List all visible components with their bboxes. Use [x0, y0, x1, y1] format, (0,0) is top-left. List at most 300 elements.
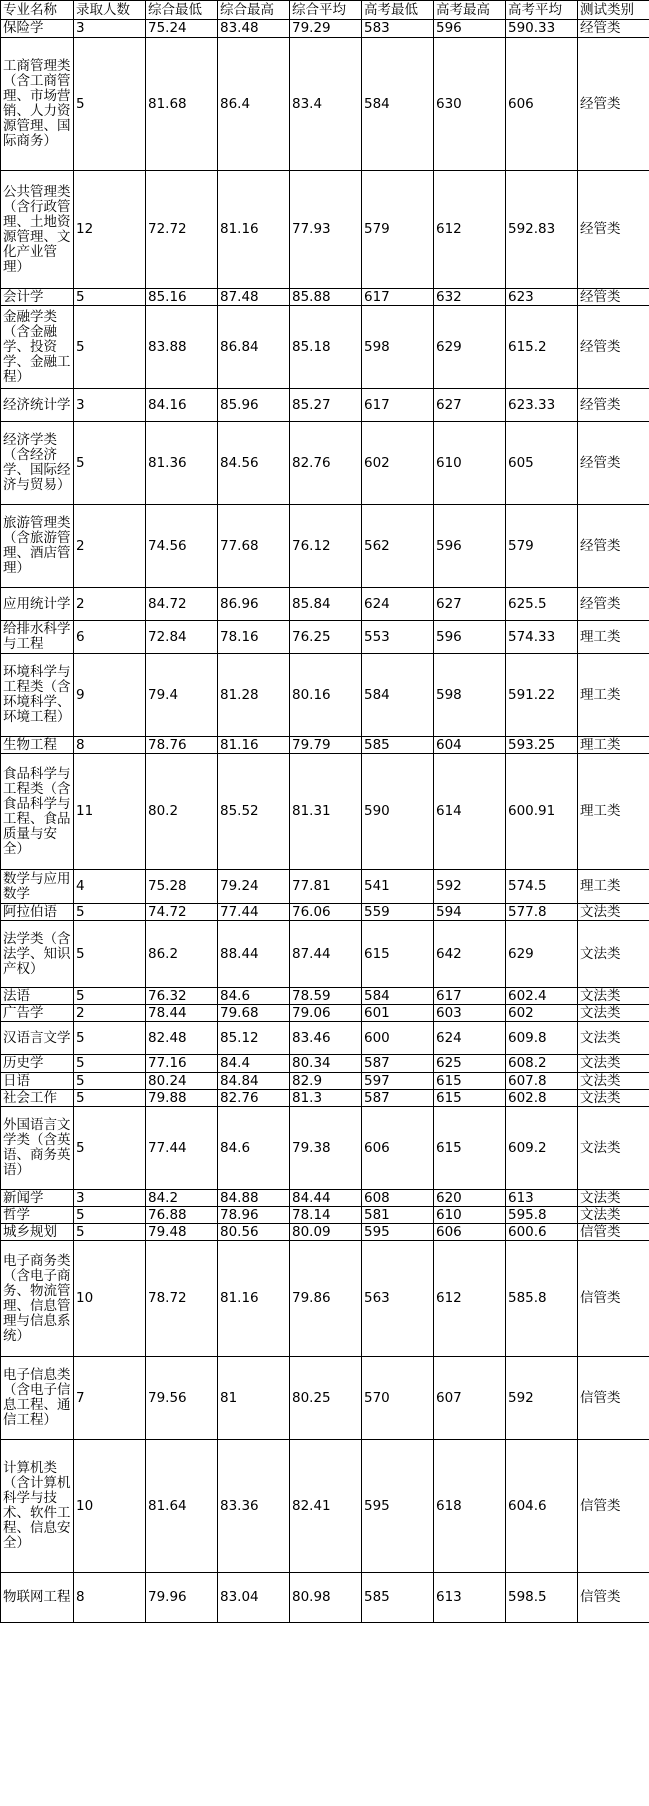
cell-gaokao-avg: 579 [506, 505, 578, 588]
cell-composite-min: 74.56 [146, 505, 218, 588]
cell-gaokao-avg: 608.2 [506, 1055, 578, 1073]
cell-major: 新闻学 [1, 1190, 74, 1207]
cell-composite-min: 72.72 [146, 171, 218, 289]
cell-gaokao-max: 613 [434, 1573, 506, 1623]
cell-composite-max: 84.6 [218, 988, 290, 1005]
cell-test-category: 理工类 [578, 621, 649, 654]
table-row [1, 1005, 649, 1022]
cell-composite-avg: 78.59 [290, 988, 362, 1005]
cell-gaokao-min: 602 [362, 422, 434, 505]
cell-composite-min: 79.4 [146, 654, 218, 737]
cell-composite-max: 85.52 [218, 754, 290, 870]
cell-admitted-count: 5 [74, 1022, 146, 1055]
cell-composite-avg: 84.44 [290, 1190, 362, 1207]
cell-gaokao-min: 541 [362, 870, 434, 904]
cell-major: 会计学 [1, 289, 74, 306]
cell-major: 电子商务类（含电子商务、物流管理、信息管理与信息系统） [1, 1241, 74, 1357]
table-row [1, 1090, 649, 1107]
cell-admitted-count: 5 [74, 904, 146, 921]
cell-composite-min: 79.96 [146, 1573, 218, 1623]
cell-gaokao-max: 596 [434, 505, 506, 588]
cell-major: 哲学 [1, 1207, 74, 1224]
cell-major: 生物工程 [1, 737, 74, 754]
cell-composite-avg: 80.98 [290, 1573, 362, 1623]
cell-composite-min: 77.16 [146, 1055, 218, 1073]
table-row [1, 1357, 649, 1440]
cell-gaokao-avg: 602 [506, 1005, 578, 1022]
cell-composite-min: 80.2 [146, 754, 218, 870]
cell-composite-max: 77.44 [218, 904, 290, 921]
table-row [1, 1022, 649, 1055]
cell-gaokao-avg: 574.33 [506, 621, 578, 654]
cell-gaokao-avg: 592 [506, 1357, 578, 1440]
table-row [1, 621, 649, 654]
table-row [1, 1055, 649, 1073]
cell-gaokao-min: 570 [362, 1357, 434, 1440]
cell-admitted-count: 5 [74, 1090, 146, 1107]
cell-test-category: 信管类 [578, 1357, 649, 1440]
cell-composite-max: 81.16 [218, 737, 290, 754]
cell-gaokao-max: 603 [434, 1005, 506, 1022]
cell-gaokao-min: 595 [362, 1440, 434, 1573]
cell-gaokao-max: 627 [434, 588, 506, 621]
cell-admitted-count: 5 [74, 422, 146, 505]
cell-composite-min: 78.44 [146, 1005, 218, 1022]
cell-composite-avg: 78.14 [290, 1207, 362, 1224]
cell-gaokao-min: 584 [362, 654, 434, 737]
cell-composite-max: 78.96 [218, 1207, 290, 1224]
cell-major: 数学与应用数学 [1, 870, 74, 904]
cell-composite-min: 84.16 [146, 389, 218, 422]
cell-major: 应用统计学 [1, 588, 74, 621]
cell-admitted-count: 4 [74, 870, 146, 904]
cell-composite-max: 86.4 [218, 38, 290, 171]
cell-gaokao-avg: 613 [506, 1190, 578, 1207]
cell-composite-avg: 81.31 [290, 754, 362, 870]
table-row [1, 306, 649, 389]
cell-gaokao-min: 617 [362, 389, 434, 422]
cell-gaokao-avg: 607.8 [506, 1073, 578, 1090]
table-row [1, 870, 649, 904]
cell-gaokao-max: 592 [434, 870, 506, 904]
cell-major: 环境科学与工程类（含环境科学、环境工程） [1, 654, 74, 737]
table-row [1, 921, 649, 988]
cell-composite-min: 79.56 [146, 1357, 218, 1440]
cell-admitted-count: 7 [74, 1357, 146, 1440]
cell-test-category: 文法类 [578, 1022, 649, 1055]
cell-composite-max: 81.28 [218, 654, 290, 737]
cell-major: 日语 [1, 1073, 74, 1090]
cell-gaokao-max: 598 [434, 654, 506, 737]
cell-gaokao-min: 584 [362, 988, 434, 1005]
cell-gaokao-avg: 604.6 [506, 1440, 578, 1573]
cell-composite-max: 81.16 [218, 1241, 290, 1357]
cell-composite-avg: 81.3 [290, 1090, 362, 1107]
cell-composite-avg: 77.81 [290, 870, 362, 904]
cell-composite-min: 81.64 [146, 1440, 218, 1573]
cell-composite-min: 76.88 [146, 1207, 218, 1224]
cell-gaokao-avg: 609.2 [506, 1107, 578, 1190]
cell-gaokao-avg: 606 [506, 38, 578, 171]
table-row [1, 1440, 649, 1573]
table-body [1, 20, 649, 1623]
cell-composite-max: 85.12 [218, 1022, 290, 1055]
cell-composite-max: 87.48 [218, 289, 290, 306]
cell-gaokao-avg: 595.8 [506, 1207, 578, 1224]
table-row [1, 38, 649, 171]
cell-composite-max: 86.84 [218, 306, 290, 389]
cell-gaokao-min: 600 [362, 1022, 434, 1055]
table-row [1, 1190, 649, 1207]
cell-composite-avg: 82.9 [290, 1073, 362, 1090]
cell-gaokao-avg: 623.33 [506, 389, 578, 422]
cell-major: 阿拉伯语 [1, 904, 74, 921]
cell-composite-avg: 80.34 [290, 1055, 362, 1073]
table-row [1, 737, 649, 754]
cell-composite-max: 83.48 [218, 20, 290, 38]
cell-test-category: 文法类 [578, 1207, 649, 1224]
cell-composite-max: 81.16 [218, 171, 290, 289]
table-row [1, 20, 649, 38]
cell-gaokao-min: 590 [362, 754, 434, 870]
cell-gaokao-min: 583 [362, 20, 434, 38]
cell-major: 经济学类（含经济学、国际经济与贸易） [1, 422, 74, 505]
cell-gaokao-max: 612 [434, 171, 506, 289]
header-row [1, 1, 649, 20]
cell-composite-avg: 80.16 [290, 654, 362, 737]
cell-gaokao-min: 587 [362, 1090, 434, 1107]
cell-gaokao-avg: 598.5 [506, 1573, 578, 1623]
header-composite-avg: 综合平均 [290, 1, 362, 20]
cell-gaokao-min: 606 [362, 1107, 434, 1190]
header-composite-max: 综合最高 [218, 1, 290, 20]
cell-admitted-count: 11 [74, 754, 146, 870]
cell-composite-min: 79.88 [146, 1090, 218, 1107]
cell-gaokao-min: 563 [362, 1241, 434, 1357]
cell-composite-max: 88.44 [218, 921, 290, 988]
cell-test-category: 文法类 [578, 988, 649, 1005]
cell-test-category: 信管类 [578, 1573, 649, 1623]
cell-composite-max: 84.88 [218, 1190, 290, 1207]
cell-composite-max: 78.16 [218, 621, 290, 654]
cell-gaokao-min: 579 [362, 171, 434, 289]
cell-composite-min: 75.24 [146, 20, 218, 38]
cell-composite-max: 84.84 [218, 1073, 290, 1090]
cell-gaokao-min: 597 [362, 1073, 434, 1090]
cell-admitted-count: 5 [74, 38, 146, 171]
cell-admitted-count: 3 [74, 389, 146, 422]
table-row [1, 1241, 649, 1357]
cell-major: 金融学类（含金融学、投资学、金融工程） [1, 306, 74, 389]
cell-composite-min: 80.24 [146, 1073, 218, 1090]
cell-test-category: 信管类 [578, 1241, 649, 1357]
cell-gaokao-avg: 574.5 [506, 870, 578, 904]
cell-test-category: 理工类 [578, 754, 649, 870]
cell-composite-avg: 76.25 [290, 621, 362, 654]
header-gaokao-max: 高考最高 [434, 1, 506, 20]
cell-composite-avg: 85.18 [290, 306, 362, 389]
cell-gaokao-max: 612 [434, 1241, 506, 1357]
cell-gaokao-max: 594 [434, 904, 506, 921]
cell-composite-min: 83.88 [146, 306, 218, 389]
header-major: 专业名称 [1, 1, 74, 20]
cell-composite-avg: 83.4 [290, 38, 362, 171]
cell-gaokao-avg: 629 [506, 921, 578, 988]
cell-gaokao-avg: 592.83 [506, 171, 578, 289]
cell-test-category: 经管类 [578, 20, 649, 38]
cell-composite-min: 81.68 [146, 38, 218, 171]
header-gaokao-avg: 高考平均 [506, 1, 578, 20]
cell-gaokao-avg: 590.33 [506, 20, 578, 38]
cell-major: 给排水科学与工程 [1, 621, 74, 654]
cell-admitted-count: 3 [74, 20, 146, 38]
cell-composite-max: 83.04 [218, 1573, 290, 1623]
cell-composite-min: 85.16 [146, 289, 218, 306]
cell-composite-avg: 79.29 [290, 20, 362, 38]
table-row [1, 904, 649, 921]
cell-composite-max: 79.68 [218, 1005, 290, 1022]
table-row [1, 1573, 649, 1623]
cell-admitted-count: 2 [74, 588, 146, 621]
cell-test-category: 文法类 [578, 904, 649, 921]
cell-test-category: 文法类 [578, 1190, 649, 1207]
cell-composite-max: 77.68 [218, 505, 290, 588]
cell-admitted-count: 5 [74, 1207, 146, 1224]
cell-composite-avg: 79.38 [290, 1107, 362, 1190]
cell-composite-min: 82.48 [146, 1022, 218, 1055]
cell-composite-min: 81.36 [146, 422, 218, 505]
cell-admitted-count: 10 [74, 1241, 146, 1357]
cell-composite-max: 84.4 [218, 1055, 290, 1073]
cell-composite-max: 80.56 [218, 1224, 290, 1241]
cell-composite-avg: 79.79 [290, 737, 362, 754]
cell-major: 法语 [1, 988, 74, 1005]
header-admitted-count: 录取人数 [74, 1, 146, 20]
cell-gaokao-avg: 625.5 [506, 588, 578, 621]
cell-test-category: 信管类 [578, 1224, 649, 1241]
cell-gaokao-min: 584 [362, 38, 434, 171]
cell-major: 法学类（含法学、知识产权） [1, 921, 74, 988]
cell-test-category: 文法类 [578, 1107, 649, 1190]
table-header [1, 1, 649, 20]
cell-composite-avg: 82.41 [290, 1440, 362, 1573]
cell-gaokao-max: 604 [434, 737, 506, 754]
cell-composite-min: 84.2 [146, 1190, 218, 1207]
cell-composite-max: 79.24 [218, 870, 290, 904]
cell-test-category: 文法类 [578, 921, 649, 988]
cell-gaokao-max: 642 [434, 921, 506, 988]
cell-composite-avg: 79.86 [290, 1241, 362, 1357]
cell-test-category: 文法类 [578, 1090, 649, 1107]
cell-admitted-count: 5 [74, 1073, 146, 1090]
cell-composite-avg: 76.06 [290, 904, 362, 921]
cell-composite-avg: 80.09 [290, 1224, 362, 1241]
cell-gaokao-min: 601 [362, 1005, 434, 1022]
table-row [1, 289, 649, 306]
cell-composite-max: 81 [218, 1357, 290, 1440]
table-row [1, 171, 649, 289]
cell-gaokao-max: 624 [434, 1022, 506, 1055]
cell-admitted-count: 12 [74, 171, 146, 289]
cell-test-category: 经管类 [578, 422, 649, 505]
cell-composite-min: 75.28 [146, 870, 218, 904]
cell-gaokao-max: 629 [434, 306, 506, 389]
cell-composite-min: 76.32 [146, 988, 218, 1005]
cell-gaokao-min: 615 [362, 921, 434, 988]
cell-gaokao-min: 581 [362, 1207, 434, 1224]
cell-admitted-count: 3 [74, 1190, 146, 1207]
cell-test-category: 经管类 [578, 306, 649, 389]
cell-gaokao-min: 559 [362, 904, 434, 921]
cell-gaokao-avg: 609.8 [506, 1022, 578, 1055]
table-row [1, 1073, 649, 1090]
cell-composite-min: 84.72 [146, 588, 218, 621]
cell-composite-avg: 83.46 [290, 1022, 362, 1055]
cell-admitted-count: 5 [74, 289, 146, 306]
cell-gaokao-avg: 602.4 [506, 988, 578, 1005]
cell-test-category: 经管类 [578, 505, 649, 588]
cell-gaokao-max: 607 [434, 1357, 506, 1440]
table-row [1, 1224, 649, 1241]
cell-composite-max: 83.36 [218, 1440, 290, 1573]
cell-gaokao-min: 617 [362, 289, 434, 306]
cell-test-category: 经管类 [578, 289, 649, 306]
cell-test-category: 经管类 [578, 389, 649, 422]
cell-gaokao-max: 615 [434, 1107, 506, 1190]
cell-composite-min: 86.2 [146, 921, 218, 988]
cell-composite-min: 78.76 [146, 737, 218, 754]
cell-gaokao-min: 624 [362, 588, 434, 621]
cell-admitted-count: 5 [74, 1055, 146, 1073]
header-composite-min: 综合最低 [146, 1, 218, 20]
cell-test-category: 信管类 [578, 1440, 649, 1573]
cell-major: 汉语言文学 [1, 1022, 74, 1055]
cell-gaokao-avg: 585.8 [506, 1241, 578, 1357]
cell-gaokao-avg: 600.6 [506, 1224, 578, 1241]
cell-test-category: 文法类 [578, 1005, 649, 1022]
cell-composite-max: 82.76 [218, 1090, 290, 1107]
cell-gaokao-avg: 593.25 [506, 737, 578, 754]
cell-composite-max: 84.6 [218, 1107, 290, 1190]
cell-admitted-count: 5 [74, 1107, 146, 1190]
cell-major: 旅游管理类（含旅游管理、酒店管理） [1, 505, 74, 588]
cell-gaokao-min: 585 [362, 737, 434, 754]
cell-admitted-count: 5 [74, 921, 146, 988]
table-row [1, 588, 649, 621]
cell-gaokao-max: 620 [434, 1190, 506, 1207]
cell-major: 公共管理类（含行政管理、土地资源管理、文化产业管理） [1, 171, 74, 289]
cell-composite-min: 78.72 [146, 1241, 218, 1357]
cell-test-category: 理工类 [578, 737, 649, 754]
table-row [1, 1107, 649, 1190]
cell-gaokao-avg: 615.2 [506, 306, 578, 389]
table-row [1, 1207, 649, 1224]
cell-gaokao-min: 608 [362, 1190, 434, 1207]
table-row [1, 422, 649, 505]
cell-gaokao-max: 625 [434, 1055, 506, 1073]
cell-composite-avg: 85.27 [290, 389, 362, 422]
cell-admitted-count: 2 [74, 505, 146, 588]
cell-composite-avg: 87.44 [290, 921, 362, 988]
cell-gaokao-max: 610 [434, 422, 506, 505]
cell-gaokao-min: 598 [362, 306, 434, 389]
cell-major: 电子信息类（含电子信息工程、通信工程） [1, 1357, 74, 1440]
cell-gaokao-max: 618 [434, 1440, 506, 1573]
cell-test-category: 理工类 [578, 654, 649, 737]
cell-gaokao-avg: 602.8 [506, 1090, 578, 1107]
cell-gaokao-max: 596 [434, 621, 506, 654]
cell-composite-max: 84.56 [218, 422, 290, 505]
table-row [1, 654, 649, 737]
cell-major: 物联网工程 [1, 1573, 74, 1623]
table-row [1, 754, 649, 870]
cell-gaokao-max: 606 [434, 1224, 506, 1241]
cell-admitted-count: 2 [74, 1005, 146, 1022]
cell-major: 城乡规划 [1, 1224, 74, 1241]
cell-major: 外国语言文学类（含英语、商务英语） [1, 1107, 74, 1190]
cell-gaokao-max: 615 [434, 1090, 506, 1107]
cell-admitted-count: 8 [74, 737, 146, 754]
cell-composite-min: 79.48 [146, 1224, 218, 1241]
cell-gaokao-min: 585 [362, 1573, 434, 1623]
cell-major: 历史学 [1, 1055, 74, 1073]
cell-gaokao-avg: 605 [506, 422, 578, 505]
cell-composite-avg: 77.93 [290, 171, 362, 289]
cell-composite-avg: 85.84 [290, 588, 362, 621]
cell-test-category: 文法类 [578, 1073, 649, 1090]
table-row [1, 988, 649, 1005]
cell-major: 广告学 [1, 1005, 74, 1022]
cell-gaokao-min: 587 [362, 1055, 434, 1073]
table-row [1, 505, 649, 588]
cell-gaokao-max: 615 [434, 1073, 506, 1090]
cell-major: 社会工作 [1, 1090, 74, 1107]
cell-admitted-count: 9 [74, 654, 146, 737]
cell-gaokao-max: 614 [434, 754, 506, 870]
cell-test-category: 经管类 [578, 38, 649, 171]
cell-admitted-count: 10 [74, 1440, 146, 1573]
cell-gaokao-max: 617 [434, 988, 506, 1005]
cell-gaokao-min: 562 [362, 505, 434, 588]
cell-gaokao-min: 595 [362, 1224, 434, 1241]
cell-composite-min: 74.72 [146, 904, 218, 921]
header-test-category: 测试类别 [578, 1, 649, 20]
cell-admitted-count: 5 [74, 1224, 146, 1241]
cell-gaokao-max: 596 [434, 20, 506, 38]
table-row [1, 389, 649, 422]
cell-gaokao-avg: 577.8 [506, 904, 578, 921]
cell-major: 食品科学与工程类（含食品科学与工程、食品质量与安全） [1, 754, 74, 870]
cell-composite-avg: 79.06 [290, 1005, 362, 1022]
cell-composite-avg: 80.25 [290, 1357, 362, 1440]
cell-admitted-count: 5 [74, 306, 146, 389]
cell-composite-max: 85.96 [218, 389, 290, 422]
cell-test-category: 理工类 [578, 870, 649, 904]
cell-composite-max: 86.96 [218, 588, 290, 621]
cell-major: 计算机类（含计算机科学与技术、软件工程、信息安全） [1, 1440, 74, 1573]
cell-admitted-count: 8 [74, 1573, 146, 1623]
cell-gaokao-max: 610 [434, 1207, 506, 1224]
cell-test-category: 文法类 [578, 1055, 649, 1073]
cell-major: 保险学 [1, 20, 74, 38]
cell-test-category: 经管类 [578, 171, 649, 289]
cell-major: 经济统计学 [1, 389, 74, 422]
cell-admitted-count: 5 [74, 988, 146, 1005]
cell-test-category: 经管类 [578, 588, 649, 621]
cell-gaokao-max: 630 [434, 38, 506, 171]
cell-major: 工商管理类（含工商管理、市场营销、人力资源管理、国际商务） [1, 38, 74, 171]
cell-gaokao-avg: 591.22 [506, 654, 578, 737]
